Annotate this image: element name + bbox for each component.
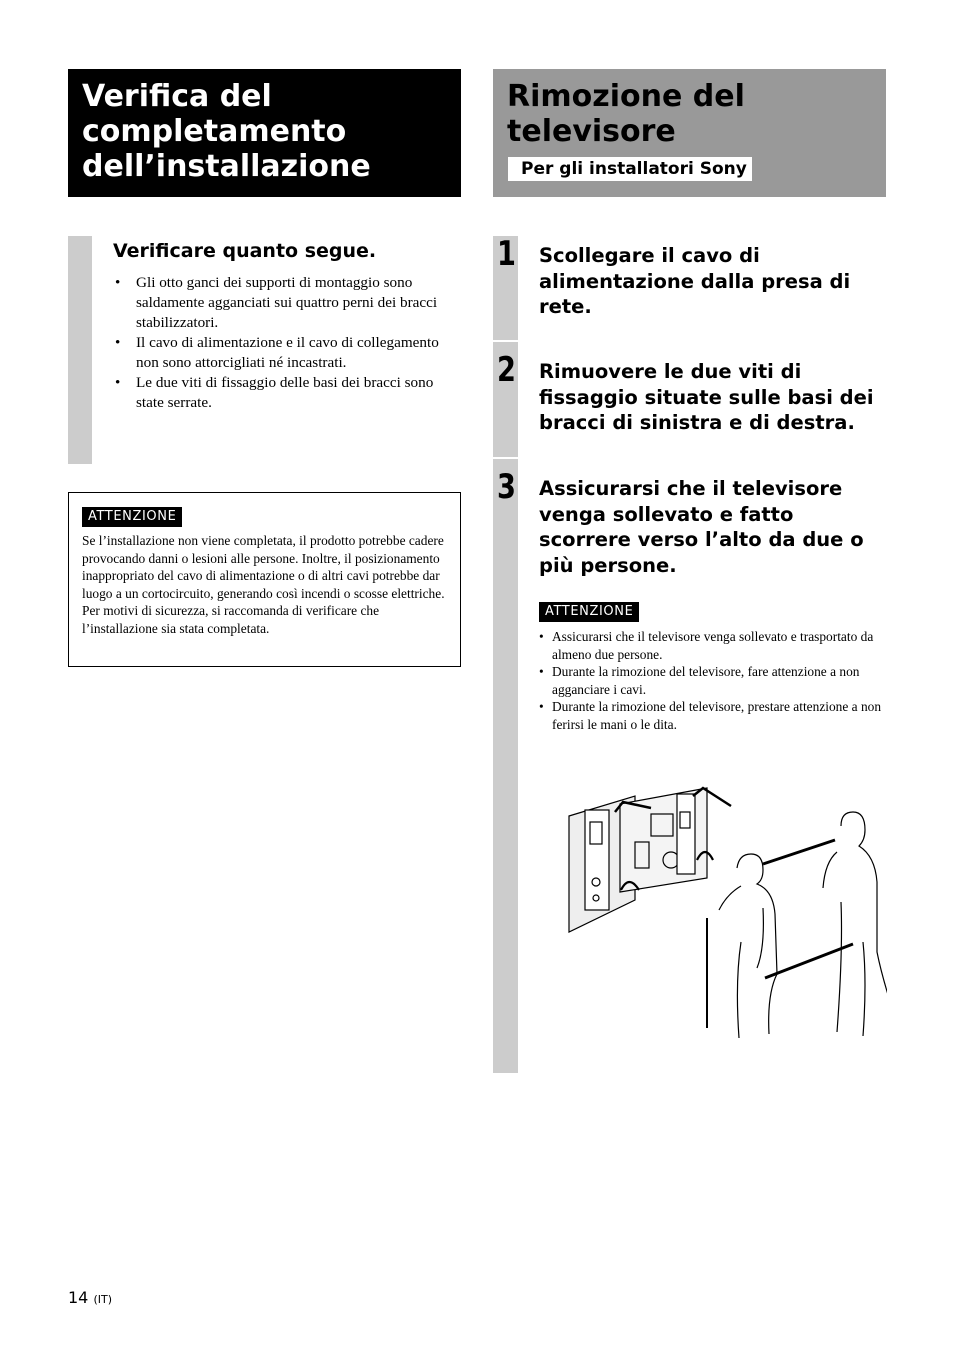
step-text: Scollegare il cavo di alimentazione dalla presa di rete. xyxy=(539,244,851,319)
page-language: (IT) xyxy=(93,1293,112,1306)
installer-badge: Per gli installatori Sony xyxy=(508,157,752,181)
step-divider xyxy=(493,457,886,459)
step-number: 3 xyxy=(497,467,516,507)
list-item: • Durante la rimozione del televisore, fare attenzione a non agganciare i cavi. xyxy=(539,663,884,698)
left-section-title: Verifica del completamento dell’installazione xyxy=(82,79,371,184)
caution-list xyxy=(539,628,884,734)
list-item: • Le due viti di fissaggio delle basi dei bracci sono state serrate. xyxy=(113,373,463,413)
page-number xyxy=(68,1288,112,1310)
right-section-title: Rimozione del televisore xyxy=(507,79,745,149)
caution-label: ATTENZIONE xyxy=(82,507,182,527)
page-number-value: 14 xyxy=(68,1288,89,1307)
step-text: Rimuovere le due viti di fissaggio situate sulle basi dei bracci di sinistra e di destra. xyxy=(539,360,874,435)
caution-label: ATTENZIONE xyxy=(539,602,639,622)
verify-list xyxy=(113,273,463,413)
step-divider xyxy=(493,340,886,342)
tv-removal-illustration xyxy=(565,782,887,1040)
left-section-header xyxy=(68,69,461,197)
list-item: • Gli otto ganci dei supporti di montaggio sono saldamente agganciati sui quattro perni dei bracci stabilizzatori. xyxy=(113,273,463,333)
list-item: • Assicurarsi che il televisore venga sollevato e trasportato da almeno due persone. xyxy=(539,628,884,663)
caution-box xyxy=(68,492,461,667)
list-item: • Durante la rimozione del televisore, prestare attenzione a non ferirsi le mani o le dita. xyxy=(539,698,884,733)
right-section-header xyxy=(493,69,886,197)
step-number: 1 xyxy=(497,234,516,274)
step-number: 2 xyxy=(497,350,516,390)
verify-heading: Verificare quanto segue. xyxy=(113,240,377,262)
caution-text: Se l’installazione non viene completata, il prodotto potrebbe cadere provocando danni o lesioni alle persone. Inoltre, il posizionamento inappropriato del cavo di alimentazione o di altri cavi potrebbe dar luogo a un cortocircuito, generando così incendi o scosse elettriche. Per motivi di sicurezza, si raccomanda di verificare che l’installazione sia stata completata. xyxy=(82,533,445,636)
left-side-bar xyxy=(68,236,92,464)
step-text: Assicurarsi che il televisore venga sollevato e fatto scorrere verso l’alto da due o più persone. xyxy=(539,477,864,577)
list-item: • Il cavo di alimentazione e il cavo di collegamento non sono attorcigliati né incastrati. xyxy=(113,333,463,373)
